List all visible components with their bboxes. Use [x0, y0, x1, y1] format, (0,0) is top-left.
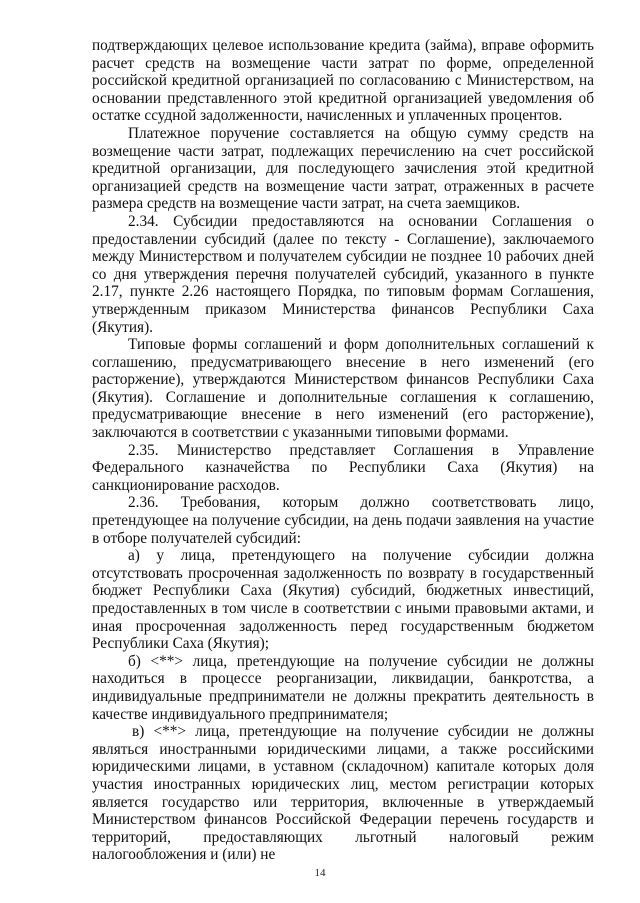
document-page [92, 37, 594, 864]
paragraph-2-35: 2.35. Министерство представляет Соглашения в Управление Федерального казначейства по Республики Саха (Якутия) на санкционирование расходов. [92, 441, 594, 494]
paragraph-item-b: б) <**> лица, претендующие на получение субсидии не должны находиться в процессе реорганизации, ликвидации, банкротства, а индивидуальные предприниматели не должны прекратить деятельность в качестве индивидуального предпринимателя; [92, 652, 594, 723]
paragraph-typical-forms: Типовые формы соглашений и форм дополнительных соглашений к соглашению, предусматривающего внесение в него изменений (его расторжение), утверждаются Министерством финансов Республики Саха (Якутия). Соглашение и дополнительные соглашения к соглашению, предусматривающие внесение в него изменений (его расторжение), заключаются в соответствии с указанными типовыми формами. [92, 336, 594, 442]
paragraph-2-34: 2.34. Субсидии предоставляются на основании Соглашения о предоставлении субсидий (далее по тексту - Соглашение), заключаемого между Министерством и получателем субсидии не позднее 10 рабочих дней со дня утверждения перечня получателей субсидий, указанного в пункте 2.17, пункте 2.26 настоящего Порядка, по типовым формам Соглашения, утвержденным приказом Министерства финансов Республики Саха (Якутия). [92, 212, 594, 336]
paragraph-item-v: в) <**> лица, претендующие на получение субсидии не должны являться иностранными юридическими лицами, а также российскими юридическими лицами, в уставном (складочном) капитале которых доля участия иностранных юридических лиц, местом регистрации которых является государство или территория, включенные в утверждаемый Министерством финансов Российской Федерации перечень государств и территорий, предоставляющих льготный налоговый режим налогообложения и (или) не [92, 723, 594, 864]
paragraph-payment-order: Платежное поручение составляется на общую сумму средств на возмещение части затрат, подлежащих перечислению на счет российской кредитной организации, для последующего зачисления этой кредитной организацией средств на возмещение части затрат, отраженных в расчете размера средств на возмещение части затрат, на счета заемщиков. [92, 124, 594, 213]
paragraph-credit-calc: подтверждающих целевое использование кредита (займа), вправе оформить расчет средств на возмещение части затрат по форме, определенной российской кредитной организацией по согласованию с Министерством, на основании представленного этой кредитной организацией уведомления об остатке ссудной задолженности, начисленных и уплаченных процентов. [92, 37, 594, 125]
paragraph-item-a: а) у лица, претендующего на получение субсидии должна отсутствовать просроченная задолженность по возврату в государственный бюджет Республики Саха (Якутия) субсидий, бюджетных инвестиций, предоставленных в том числе в соответствии с иными правовыми актами, и иная просроченная задолженность перед государственным бюджетом Республики Саха (Якутия); [92, 547, 594, 653]
paragraph-2-36: 2.36. Требования, которым должно соответствовать лицо, претендующее на получение субсидии, на день подачи заявления на участие в отборе получателей субсидий: [92, 494, 594, 547]
page-number: 14 [314, 867, 326, 879]
